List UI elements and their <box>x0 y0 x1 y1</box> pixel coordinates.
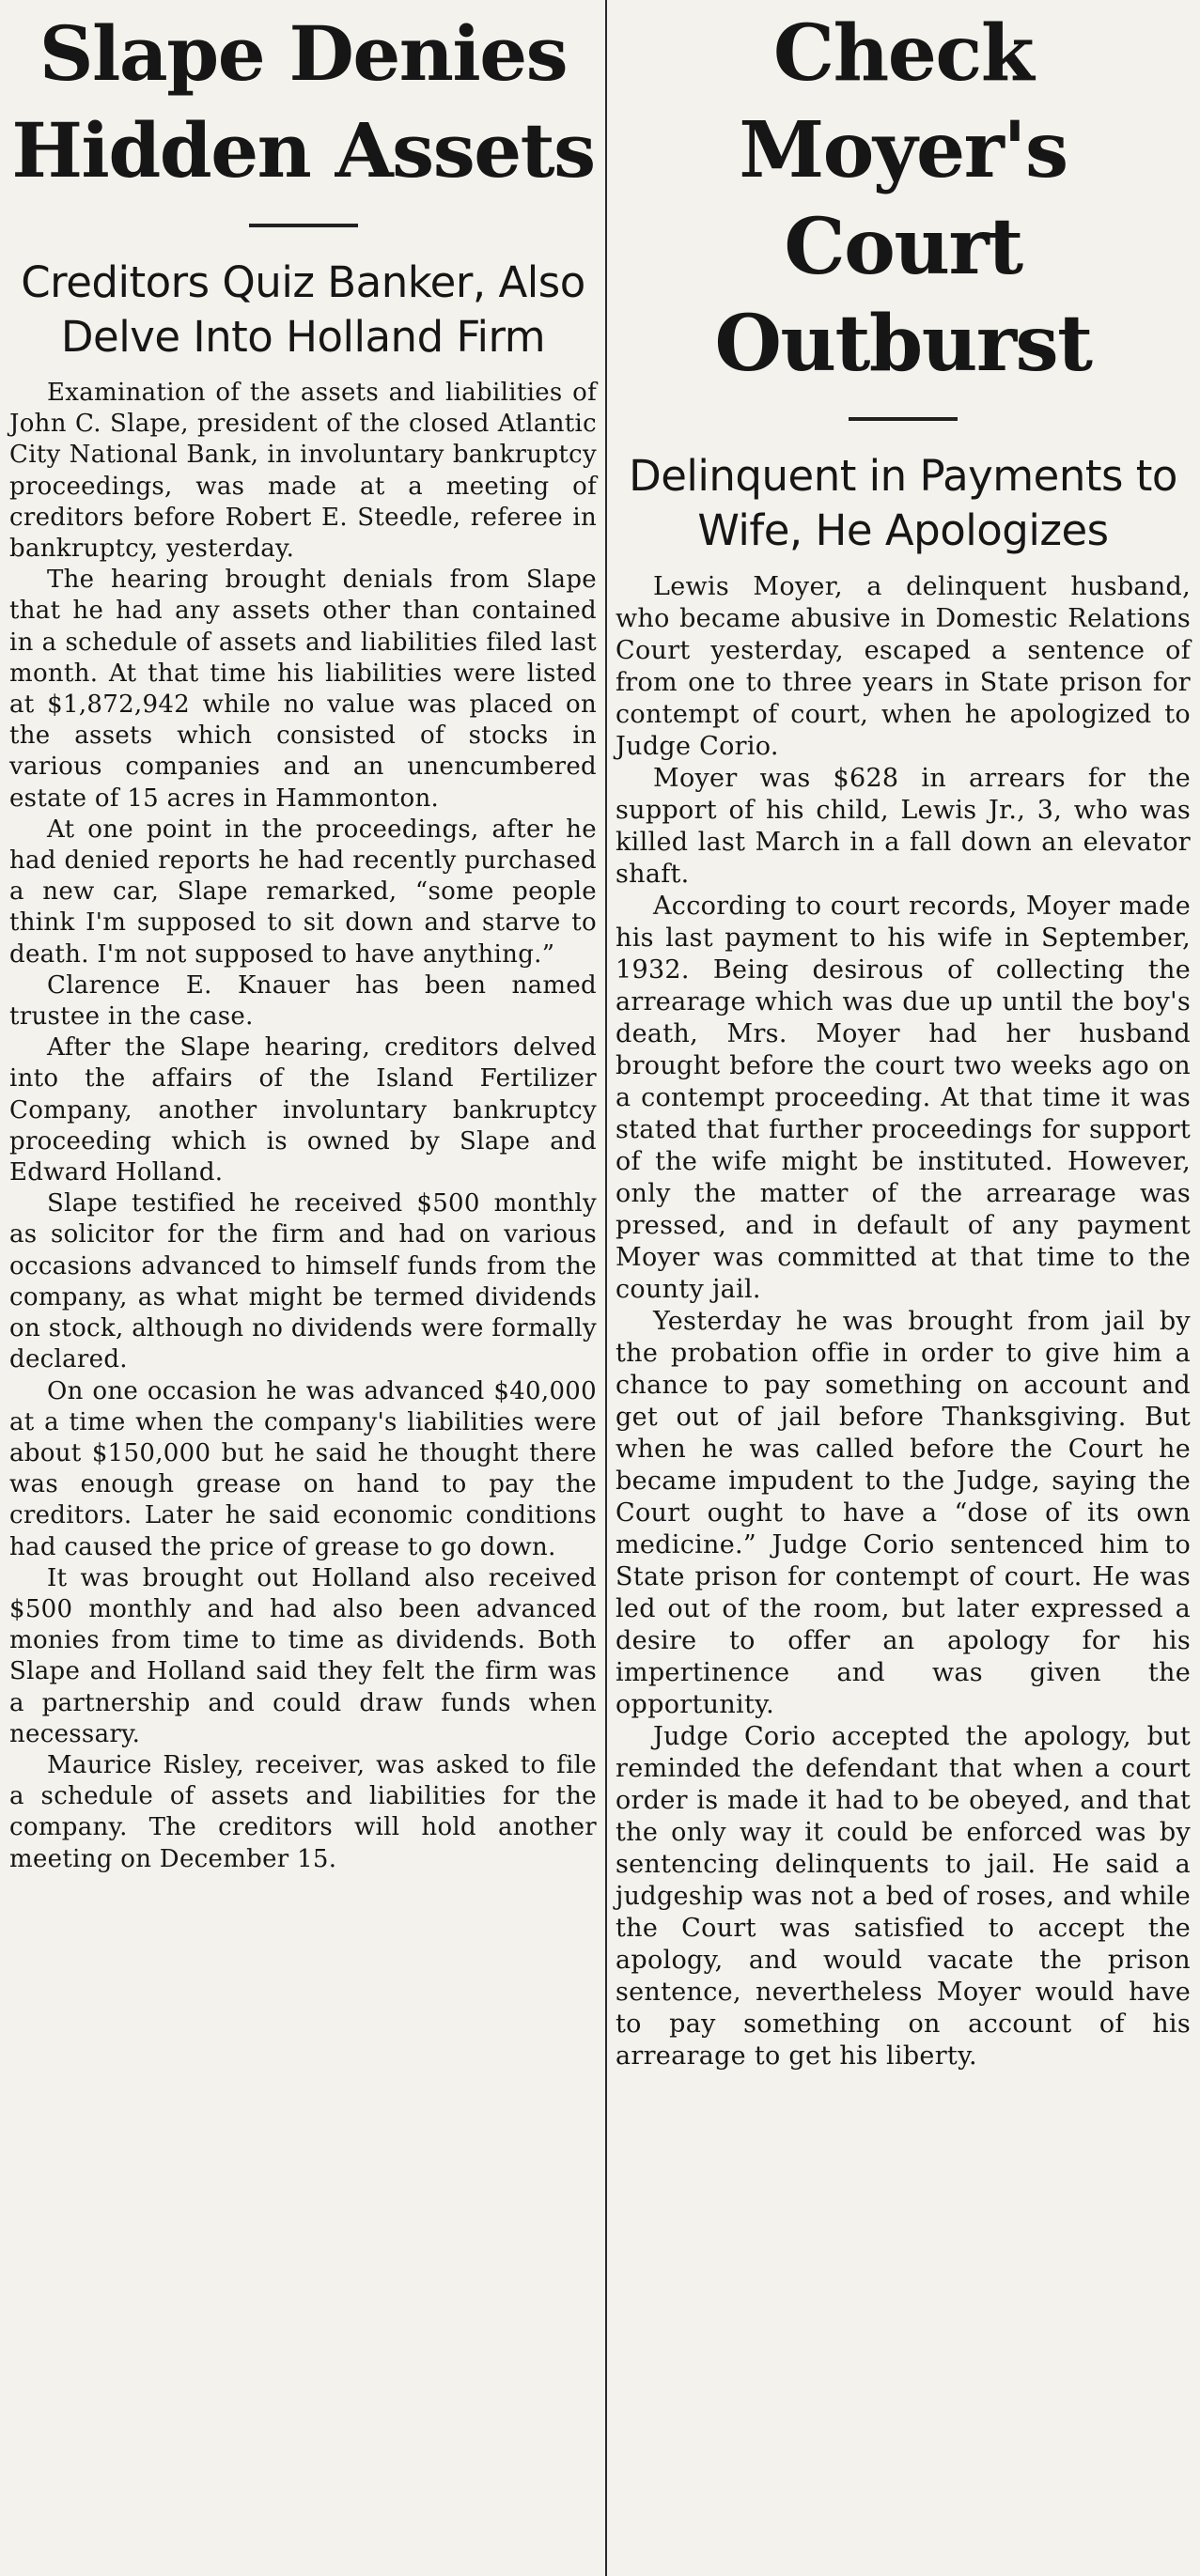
right-paragraph: According to court records, Moyer made his last payment to his wife in September, 1932. Being desirous of collecting the arrearage which was due up until the boy's death, Mrs. Moyer had her husband brought before the court two weeks ago on a contempt proceeding. At that time it was stated that further proceedings for support of the wife might be instituted. However, only the matter of the arrearage was pressed, and in default of any payment Moyer was committed at that time to the county jail. <box>616 892 1191 1304</box>
right-body <box>616 571 1191 2072</box>
column-rule <box>605 0 607 2576</box>
left-deck: Creditors Quiz Banker, Also Delve Into Holland Firm <box>21 257 585 362</box>
left-paragraph: Slape testified he received $500 monthly as solicitor for the firm and had on various occasions advanced to himself funds from the company, as what might be termed dividends on stock, although no dividends were formally declared. <box>9 1189 597 1374</box>
right-headline: Check Moyer's Court Outburst <box>714 8 1092 389</box>
right-paragraph: Judge Corio accepted the apology, but reminded the defendant that when a court order is made it had to be obeyed, and that the only way it could be enforced was by sentencing delinquents to jail. He said a judgeship was not a bed of roses, and while the Court was satisfied to accept the apology, and would vacate the prison sentence, nevertheless Moyer would have to pay something on account of his arrearage to get his liberty. <box>616 1722 1191 2071</box>
left-paragraph: It was brought out Holland also received $500 monthly and had also been advanced monies from time to time as dividends. Both Slape and Holland said they felt the firm was a partnership and could draw funds when necessary. <box>9 1563 597 1748</box>
headline-divider <box>249 224 358 227</box>
right-paragraph: Lewis Moyer, a delinquent husband, who became abusive in Domestic Relations Court yesterday, escaped a sentence of from one to three years in State prison for contempt of court, when he apologized to Judge Corio. <box>616 572 1191 761</box>
left-paragraph: Maurice Risley, receiver, was asked to file a schedule of assets and liabilities for the company. The creditors will hold another meeting on December 15. <box>9 1750 597 1873</box>
left-body <box>9 378 597 1875</box>
left-headline: Slape Denies Hidden Assets <box>11 9 595 194</box>
left-paragraph: Clarence E. Knauer has been named trustee in the case. <box>9 970 597 1032</box>
right-deck: Delinquent in Payments to Wife, He Apologizes <box>629 451 1177 555</box>
left-article <box>9 0 597 1875</box>
right-paragraph: Yesterday he was brought from jail by the probation offie in order to give him a chance to pay something on account and get out of jail before Thanksgiving. But when he was called before the Court he became impudent to the Judge, saying the Court ought to have a “dose of its own medicine.” Judge Corio sentenced him to State prison for contempt of court. He was led out of the room, but later expressed a desire to offer an apology for his impertinence and was given the opportunity. <box>616 1307 1191 1719</box>
right-article <box>616 0 1191 2072</box>
left-paragraph: The hearing brought denials from Slape that he had any assets other than contained in a schedule of assets and liabilities filed last month. At that time his liabilities were listed at $1,872,942 while no value was placed on the assets which consisted of stocks in various companies and an unencumbered estate of 15 acres in Hammonton. <box>9 566 597 813</box>
left-paragraph: Examination of the assets and liabilities of John C. Slape, president of the closed Atlantic City National Bank, in involuntary bankruptcy proceedings, was made at a meeting of creditors before Robert E. Steedle, referee in bankruptcy, yesterday. <box>9 379 597 564</box>
left-paragraph: At one point in the proceedings, after he had denied reports he had recently purchased a new car, Slape remarked, “some people think I'm supposed to sit down and starve to death. I'm not supposed to have anything.” <box>9 815 597 969</box>
right-paragraph: Moyer was $628 in arrears for the support of his child, Lewis Jr., 3, who was killed last March in a fall down an elevator shaft. <box>616 764 1191 889</box>
left-paragraph: After the Slape hearing, creditors delved into the affairs of the Island Fertilizer Company, another involuntary bankruptcy proceeding which is owned by Slape and Edward Holland. <box>9 1033 597 1187</box>
headline-divider <box>849 417 958 421</box>
left-paragraph: On one occasion he was advanced $40,000 at a time when the company's liabilities were about $150,000 but he said he thought there was enough grease on hand to pay the creditors. Later he said economic conditions had caused the price of grease to go down. <box>9 1376 597 1561</box>
